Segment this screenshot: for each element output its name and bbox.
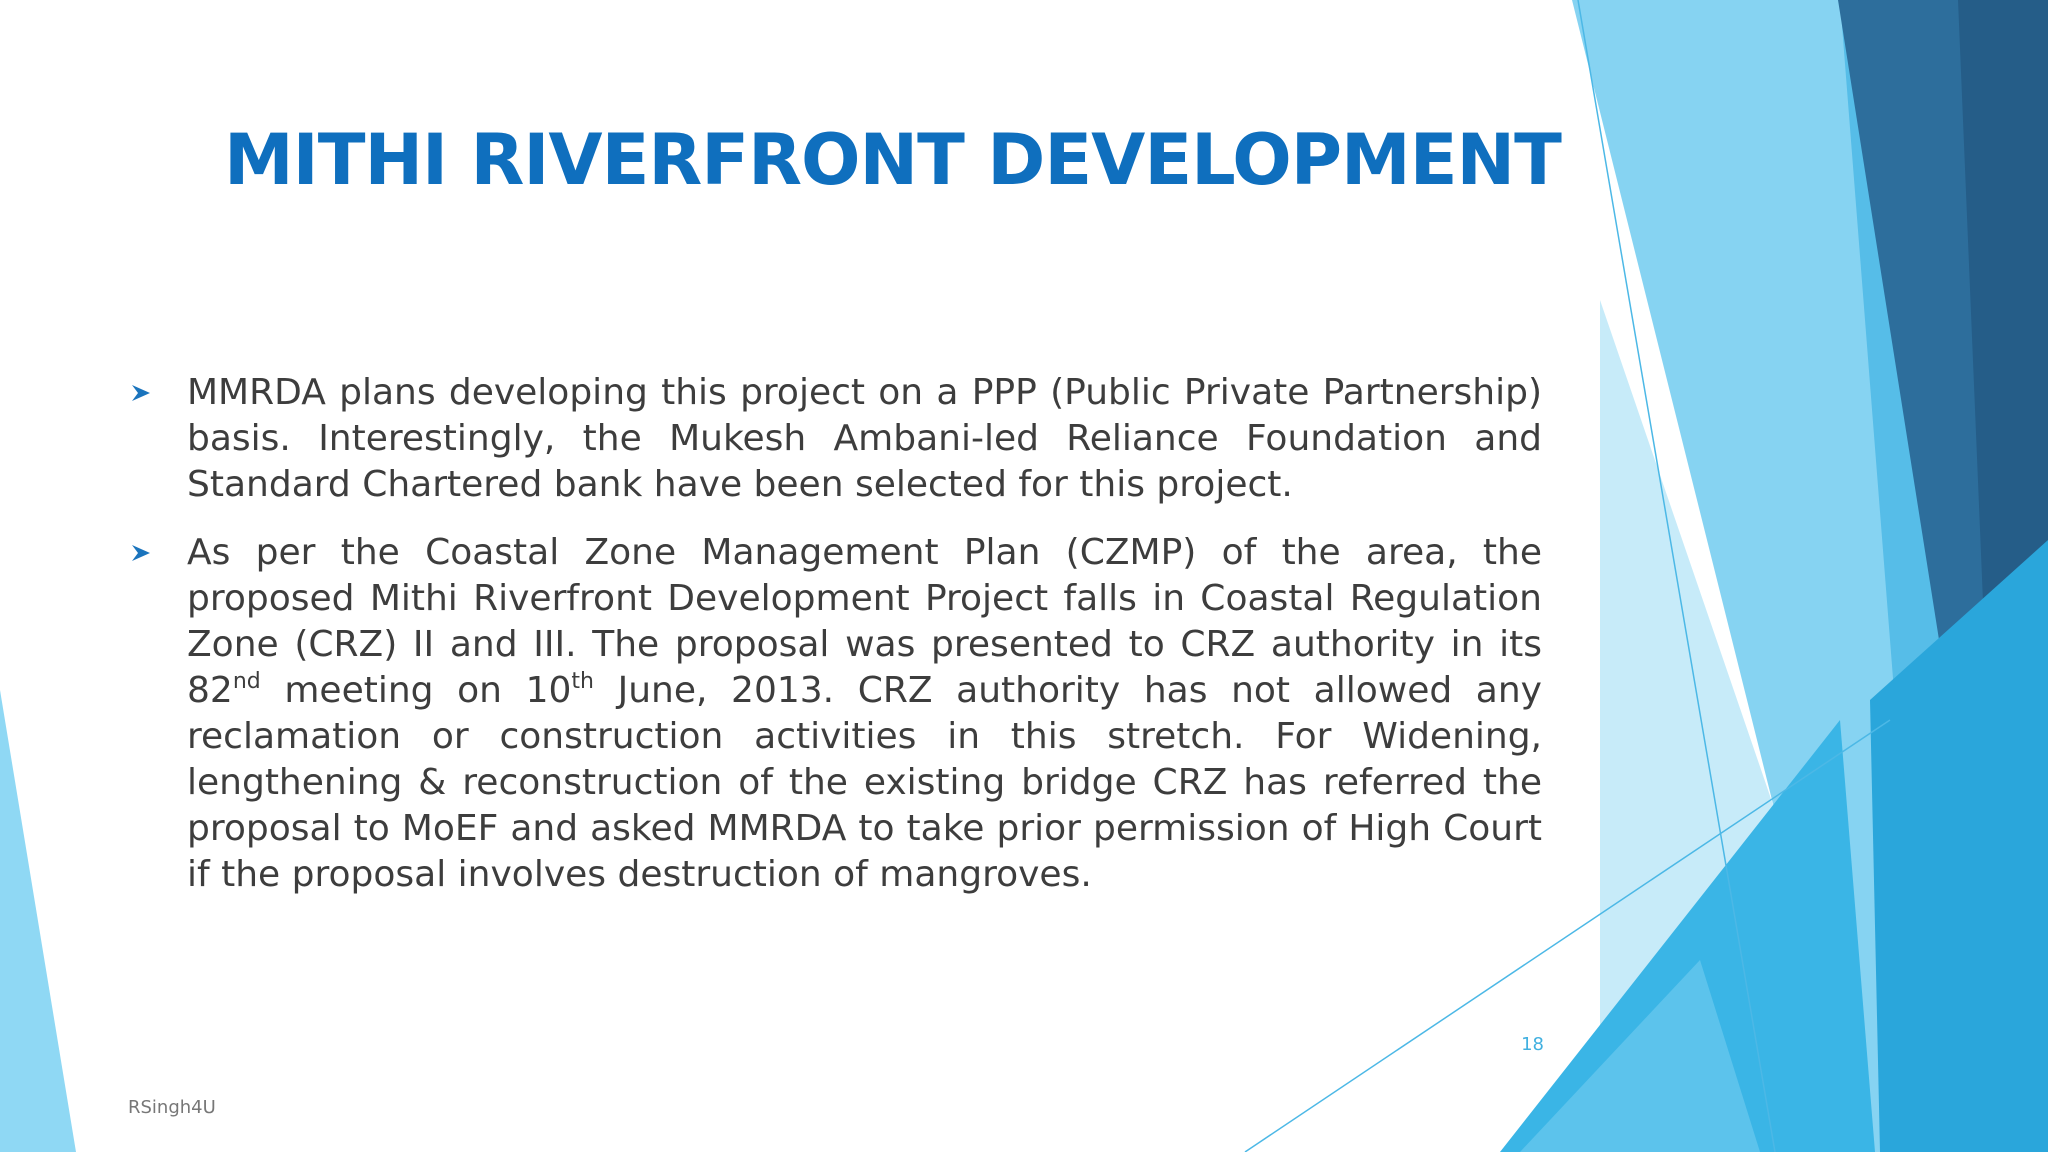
slide-title: MITHI RIVERFRONT DEVELOPMENT <box>224 119 1561 201</box>
bullet-item-1 <box>130 370 1542 508</box>
footer-author: RSingh4U <box>128 1097 216 1118</box>
bullet-text-1: MMRDA plans developing this project on a PPP (Public Private Partnership) basis. Interestingly, the Mukesh Ambani-led Reliance Foundation and Standard Chartered bank have been selected for this project. <box>187 372 1542 505</box>
left-accent-shape <box>0 690 76 1152</box>
bullet-text-2-part3: June, 2013. CRZ authority has not allowed any reclamation or construction activities in this stretch. For Widening, lengthening & reconstruction of the existing bridge CRZ has referred the proposal to MoEF and asked MMRDA to take prior permission of High Court if the proposal involves destruction of mangroves. <box>187 670 1542 895</box>
arrowhead-bullet-icon <box>130 382 152 404</box>
superscript-th: th <box>571 669 594 694</box>
bullet-list <box>130 370 1542 920</box>
bullet-item-2 <box>130 530 1542 898</box>
arrowhead-bullet-icon <box>130 542 152 564</box>
superscript-nd: nd <box>232 669 261 694</box>
bullet-text-2-part2: meeting on 10 <box>260 670 572 711</box>
bullet-text-2-part1: As per the Coastal Zone Management Plan (CZMP) of the area, the proposed Mithi Riverfront Development Project falls in Coastal Regulation Zone (CRZ) II and III. The proposal was presented to CRZ authority in its 82 <box>187 532 1542 711</box>
page-number: 18 <box>1521 1034 1544 1055</box>
